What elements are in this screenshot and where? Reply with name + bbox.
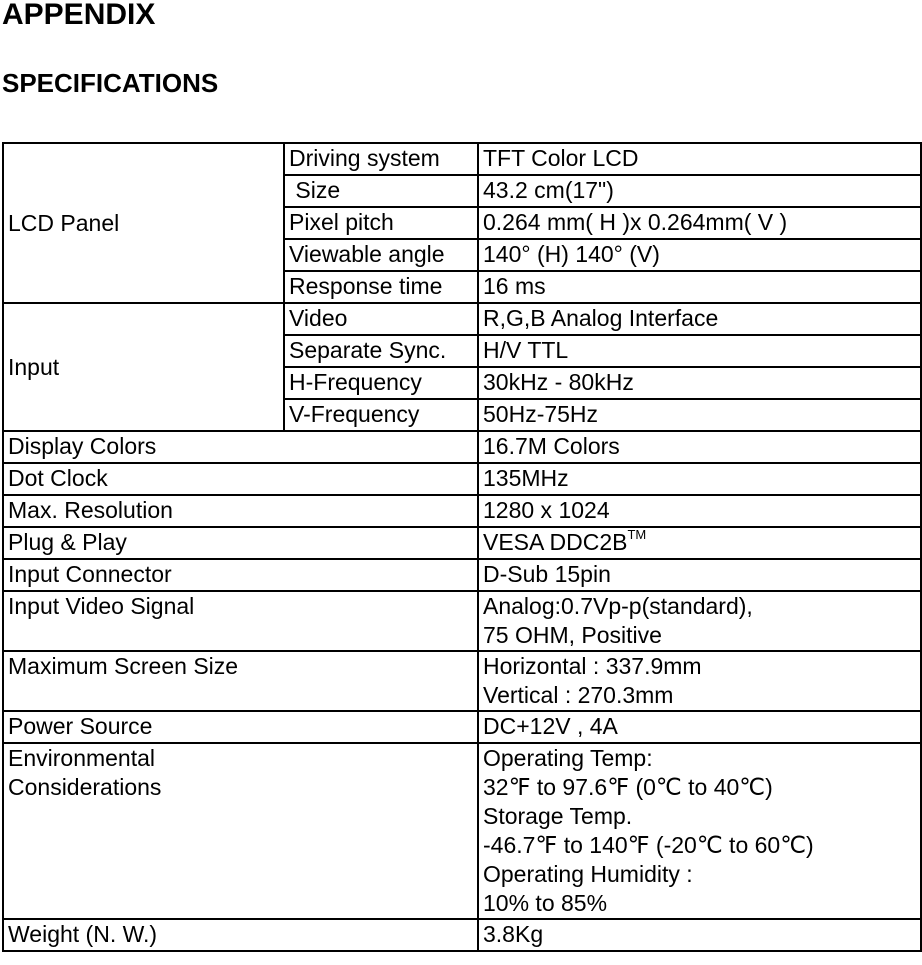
table-row [3, 651, 921, 711]
spec-value: 30kHz - 80kHz [478, 367, 921, 399]
specifications-table [2, 142, 922, 952]
table-row [3, 143, 921, 175]
spec-name [3, 743, 478, 919]
spec-name: Driving system [284, 143, 478, 175]
spec-value: 135MHz [478, 463, 921, 495]
spec-value: DC+12V , 4A [478, 711, 921, 743]
spec-value-line: 75 OHM, Positive [483, 622, 662, 648]
lcd-panel-label: LCD Panel [3, 143, 284, 303]
spec-name: Power Source [3, 711, 478, 743]
table-row [3, 463, 921, 495]
spec-value: TFT Color LCD [478, 143, 921, 175]
spec-name: Weight (N. W.) [3, 919, 478, 951]
spec-value-line: 32℉ to 97.6℉ (0℃ to 40℃) [483, 774, 773, 800]
table-row [3, 527, 921, 559]
section-heading: SPECIFICATIONS [2, 68, 219, 98]
spec-name: Input Video Signal [3, 591, 478, 651]
spec-name-line: Considerations [8, 774, 162, 800]
spec-value-line: -46.7℉ to 140℉ (-20℃ to 60℃) [483, 832, 814, 858]
spec-value: 140° (H) 140° (V) [478, 239, 921, 271]
spec-value [478, 651, 921, 711]
spec-name: Video [284, 303, 478, 335]
spec-value-line: Operating Temp: [483, 745, 653, 771]
spec-value [478, 743, 921, 919]
spec-name: Plug & Play [3, 527, 478, 559]
spec-name: Display Colors [3, 431, 478, 463]
spec-value: H/V TTL [478, 335, 921, 367]
spec-value: 0.264 mm( H )x 0.264mm( V ) [478, 207, 921, 239]
spec-name: Size [284, 175, 478, 207]
table-row [3, 495, 921, 527]
trademark-superscript: TM [627, 527, 647, 542]
spec-name: H-Frequency [284, 367, 478, 399]
spec-name: Dot Clock [3, 463, 478, 495]
spec-value-line: Storage Temp. [483, 803, 633, 829]
spec-value [478, 591, 921, 651]
table-row [3, 559, 921, 591]
spec-value: 16 ms [478, 271, 921, 303]
spec-value: 3.8Kg [478, 919, 921, 951]
spec-name: Separate Sync. [284, 335, 478, 367]
page-title: APPENDIX [2, 0, 156, 31]
plug-play-value: VESA DDC2B [483, 529, 628, 555]
spec-name-line: Environmental [8, 745, 156, 771]
spec-name: Max. Resolution [3, 495, 478, 527]
spec-name: Maximum Screen Size [3, 651, 478, 711]
spec-name: Response time [284, 271, 478, 303]
spec-value: 43.2 cm(17") [478, 175, 921, 207]
spec-value-line: Operating Humidity : [483, 861, 693, 887]
spec-value: 16.7M Colors [478, 431, 921, 463]
spec-value: 1280 x 1024 [478, 495, 921, 527]
table-row [3, 743, 921, 919]
input-label: Input [3, 303, 284, 431]
spec-name: Input Connector [3, 559, 478, 591]
spec-value [478, 527, 921, 559]
spec-value-line: Analog:0.7Vp-p(standard), [483, 593, 753, 619]
spec-value: 50Hz-75Hz [478, 399, 921, 431]
table-row [3, 919, 921, 951]
table-row [3, 711, 921, 743]
table-row [3, 303, 921, 335]
spec-value: D-Sub 15pin [478, 559, 921, 591]
spec-name: Pixel pitch [284, 207, 478, 239]
spec-value-line: 10% to 85% [483, 890, 608, 916]
spec-value-line: Horizontal : 337.9mm [483, 653, 702, 679]
spec-name: V-Frequency [284, 399, 478, 431]
spec-value-line: Vertical : 270.3mm [483, 682, 674, 708]
table-row [3, 591, 921, 651]
spec-name: Viewable angle [284, 239, 478, 271]
spec-value: R,G,B Analog Interface [478, 303, 921, 335]
table-row [3, 431, 921, 463]
